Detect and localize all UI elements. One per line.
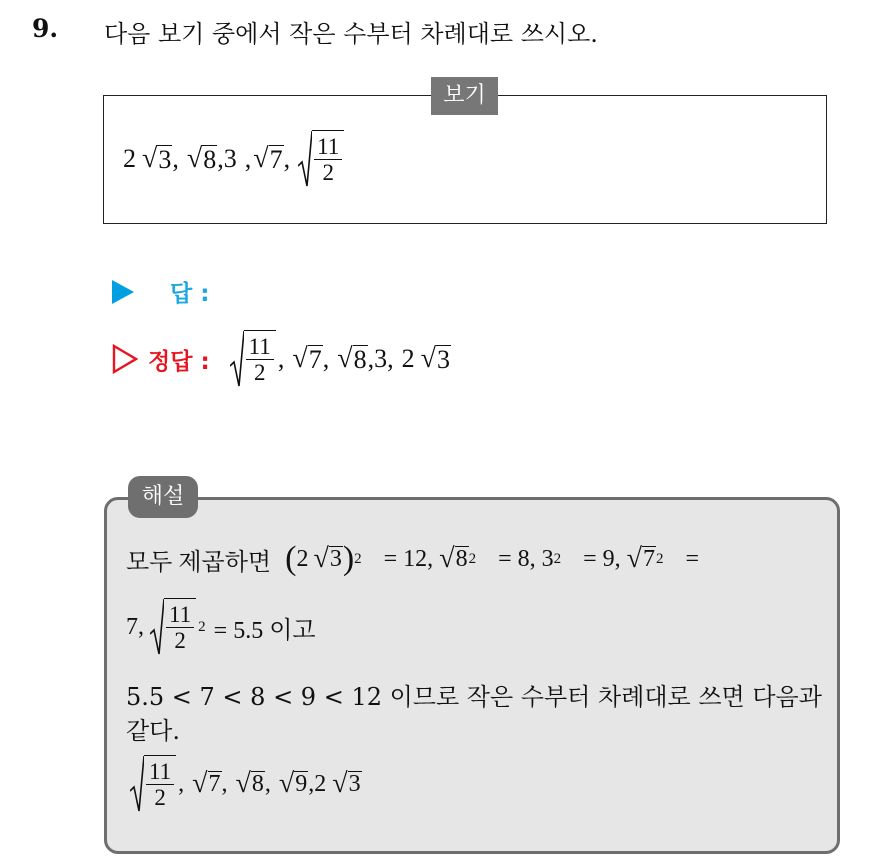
- line1-eq1: = 12,: [383, 545, 434, 572]
- big-sqrt-icon: [130, 755, 144, 813]
- big-sqrt-icon: [150, 598, 164, 656]
- correct-expression: $\frac{11}{2}$ , √ 7 , √ 8 , 3 , 2 √ 3: [230, 330, 451, 388]
- sqrt-icon: √: [292, 343, 308, 374]
- line1-eq4: =: [685, 545, 700, 572]
- bogi-three: 3: [223, 144, 237, 173]
- line5-r7: 7: [208, 770, 221, 797]
- bogi-r8: 8: [203, 144, 217, 174]
- correct-frac-den: 2: [253, 360, 266, 385]
- line5-r9: 9: [295, 770, 308, 797]
- bogi-r7: 7: [269, 144, 283, 174]
- bogi-r3: 3: [158, 144, 172, 174]
- explanation-line-2: 7, $\frac{11}{2}$ 2 = 5.5 이고: [126, 598, 316, 656]
- bogi-sqrt-fraction: [298, 130, 344, 188]
- sqrt-icon: √: [313, 543, 329, 574]
- line1-text: 모두 제곱하면: [126, 549, 272, 576]
- bogi-frac-den: 2: [322, 160, 334, 185]
- sqrt-icon: √: [235, 768, 251, 799]
- correct-row: [112, 330, 451, 388]
- line5-r8: 8: [251, 770, 264, 797]
- bogi-label: 보기: [431, 77, 498, 115]
- bogi-two: 2: [123, 144, 136, 173]
- line5-frac-num: 11: [146, 759, 174, 785]
- correct-label: 정답 :: [148, 348, 210, 375]
- explanation-line-1: 모두 제곱하면 ( 2 √ 3 ) 2 = 12, √ 8 2 = 8, 3 2 = 9, √ 7 2 =: [126, 540, 700, 577]
- correct-three: 3: [374, 344, 388, 373]
- sqrt-icon: √: [142, 143, 158, 174]
- sqrt-icon: √: [278, 768, 295, 799]
- bogi-expression: 2 √ 3 , √ 8 , 3 , √ 7 , $\frac{11}{2}$: [123, 130, 346, 188]
- line5-r3: 3: [348, 770, 361, 797]
- line2-frac-num: 11: [166, 602, 194, 628]
- sqrt-icon: √: [439, 543, 455, 574]
- big-sqrt-icon: [298, 130, 312, 188]
- correct-r8: 8: [353, 344, 367, 374]
- sqrt-icon: √: [192, 768, 208, 799]
- question-text: 다음 보기 중에서 작은 수부터 차례대로 쓰시오.: [104, 20, 598, 48]
- line2-seven: 7,: [126, 613, 144, 640]
- big-sqrt-icon: [230, 330, 244, 388]
- sqrt-icon: √: [186, 143, 203, 174]
- line1-eq3: = 9,: [583, 545, 621, 572]
- sqrt-icon: √: [337, 343, 353, 374]
- answer-row: [112, 275, 209, 308]
- line1-r8: 8: [455, 545, 468, 572]
- question-number: 9.: [32, 14, 59, 43]
- sqrt-icon: √: [420, 343, 436, 374]
- explanation-line-5: $\frac{11}{2}$ , √ 7 , √ 8 , √ 9 , 2 √ 3: [130, 755, 362, 813]
- correct-sqrt-fraction: [230, 330, 276, 388]
- bogi-frac-num: 11: [314, 134, 342, 160]
- sqrt-icon: √: [332, 768, 348, 799]
- sqrt-icon: √: [626, 543, 643, 574]
- correct-r3: 3: [436, 344, 450, 374]
- line1-r3: 3: [329, 545, 342, 572]
- correct-frac-num: 11: [246, 334, 274, 360]
- correct-r7: 7: [308, 344, 322, 374]
- line5-sqrt-fraction: [130, 755, 176, 813]
- line1-r7: 7: [643, 545, 656, 572]
- answer-label: 답 :: [170, 281, 210, 307]
- line5-two: 2: [314, 770, 327, 797]
- explanation-line-4: 같다.: [126, 717, 180, 745]
- outline-triangle-icon: [112, 344, 138, 374]
- correct-two: 2: [401, 344, 415, 373]
- line2-frac-den: 2: [174, 628, 186, 653]
- explanation-line-3: 5.5 < 7 < 8 < 9 < 12 이므로 작은 수부터 차례대로 쓰면 다음과: [126, 683, 822, 711]
- line1-eq2: = 8, 3: [498, 545, 554, 572]
- line2-sqrt-fraction: [150, 598, 196, 656]
- play-triangle-icon: [112, 280, 134, 304]
- explanation-label: 해설: [128, 476, 198, 518]
- line5-frac-den: 2: [154, 785, 166, 810]
- line1-two: 2: [296, 545, 309, 572]
- sqrt-icon: √: [253, 143, 269, 174]
- line2-rest: = 5.5 이고: [213, 617, 316, 644]
